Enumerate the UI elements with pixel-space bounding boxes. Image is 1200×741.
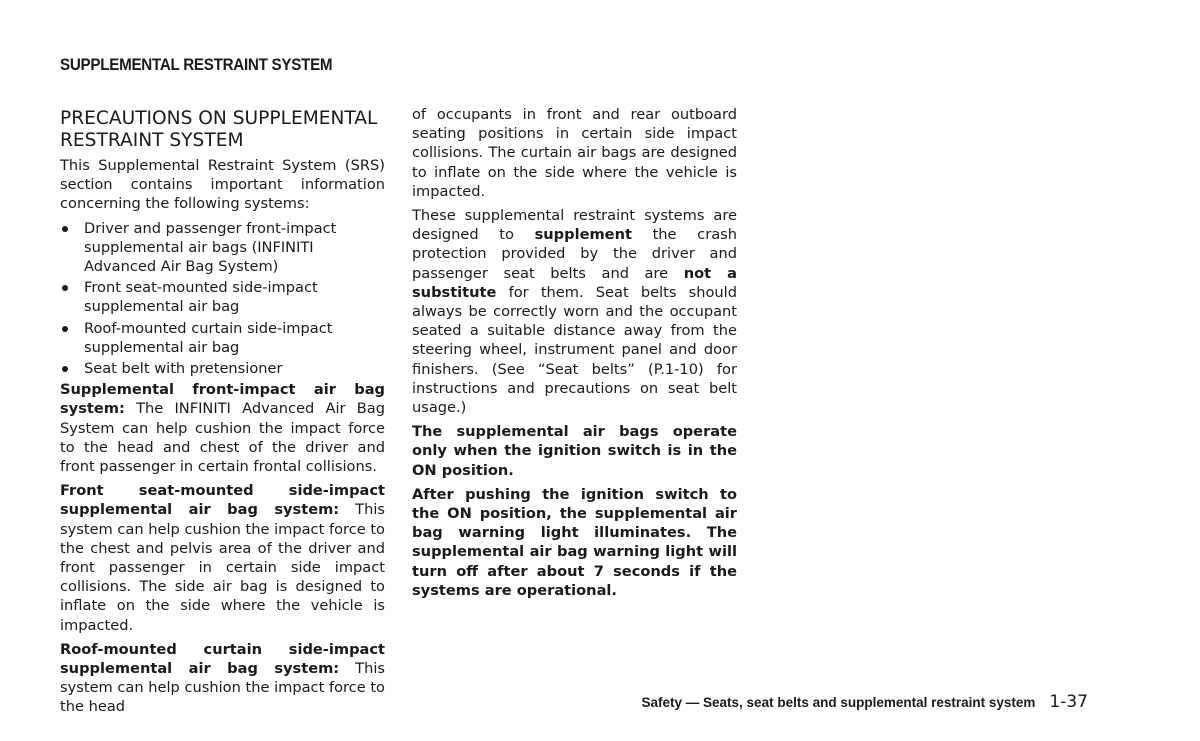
bullet-icon xyxy=(62,366,68,372)
list-item: Roof-mounted curtain side-impact supplemental air bag xyxy=(60,319,385,357)
front-airbag-text: The INFINITI Advanced Air Bag System can help cushion the impact force to the head and chest of the driver and front passenger in certain frontal collisions. xyxy=(60,400,386,476)
bullet-icon xyxy=(62,326,68,332)
supplement-paragraph: These supplemental restraint systems are designed to supplement the crash protection provided by the driver and passenger seat belts and are not a substitute for them. Seat belts should always be correctly worn and the occupant seated a suitable distance away from the steering wheel, instrument panel and door finishers. (See “Seat belts” (P.1-10) for instructions and precautions on seat belt usage.) xyxy=(412,207,737,417)
curtain-airbag-heading: Roof-mounted curtain side-impact supplemental air bag system: xyxy=(60,640,385,678)
front-airbag-paragraph xyxy=(60,380,385,476)
curtain-continuation: of occupants in front and rear outboard seating positions in certain side impact collisions. The curtain air bags are designed to inflate on the side where the vehicle is impacted. xyxy=(412,106,737,200)
list-item: Driver and passenger front-impact supplemental air bags (INFINITI Advanced Air Bag System) xyxy=(60,219,385,277)
intro-paragraph: This Supplemental Restraint System (SRS) section contains important information concerning the following systems: xyxy=(60,157,385,213)
side-airbag-text: This system can help cushion the impact force to the chest and pelvis area of the driver and front passenger in certain side impact collisions. The side air bag is designed to inflate on the side where the vehicle is impacted. xyxy=(60,501,385,634)
system-list xyxy=(60,219,385,379)
list-item: Front seat-mounted side-impact supplemental air bag xyxy=(60,278,385,316)
curtain-airbag-text: This system can help cushion the impact force to the head xyxy=(60,660,385,716)
side-airbag-heading: Front seat-mounted side-impact supplemental air bag system: xyxy=(60,482,385,519)
page-footer xyxy=(642,692,1089,712)
bullet-icon xyxy=(62,226,68,232)
front-airbag-heading: Supplemental front-impact air bag system: xyxy=(60,381,385,418)
warning-operation: The supplemental air bags operate only when the ignition switch is in the ON position. xyxy=(412,423,737,479)
page-number: 1-37 xyxy=(1049,692,1088,712)
right-column xyxy=(412,105,737,605)
curtain-airbag-paragraph xyxy=(60,640,385,717)
list-item: Seat belt with pretensioner xyxy=(60,359,385,378)
left-column xyxy=(60,105,385,722)
page-header: SUPPLEMENTAL RESTRAINT SYSTEM xyxy=(60,56,333,74)
bullet-icon xyxy=(62,285,68,291)
warning-light: After pushing the ignition switch to the ON position, the supplemental air bag warning light illuminates. The supplemental air bag warning light will turn off after about 7 seconds if the systems are operational. xyxy=(412,485,737,599)
section-title: PRECAUTIONS ON SUPPLEMENTAL RESTRAINT SYSTEM xyxy=(60,108,378,151)
footer-section: Safety — Seats, seat belts and supplemental restraint system xyxy=(641,695,1036,710)
side-airbag-paragraph xyxy=(60,481,385,635)
